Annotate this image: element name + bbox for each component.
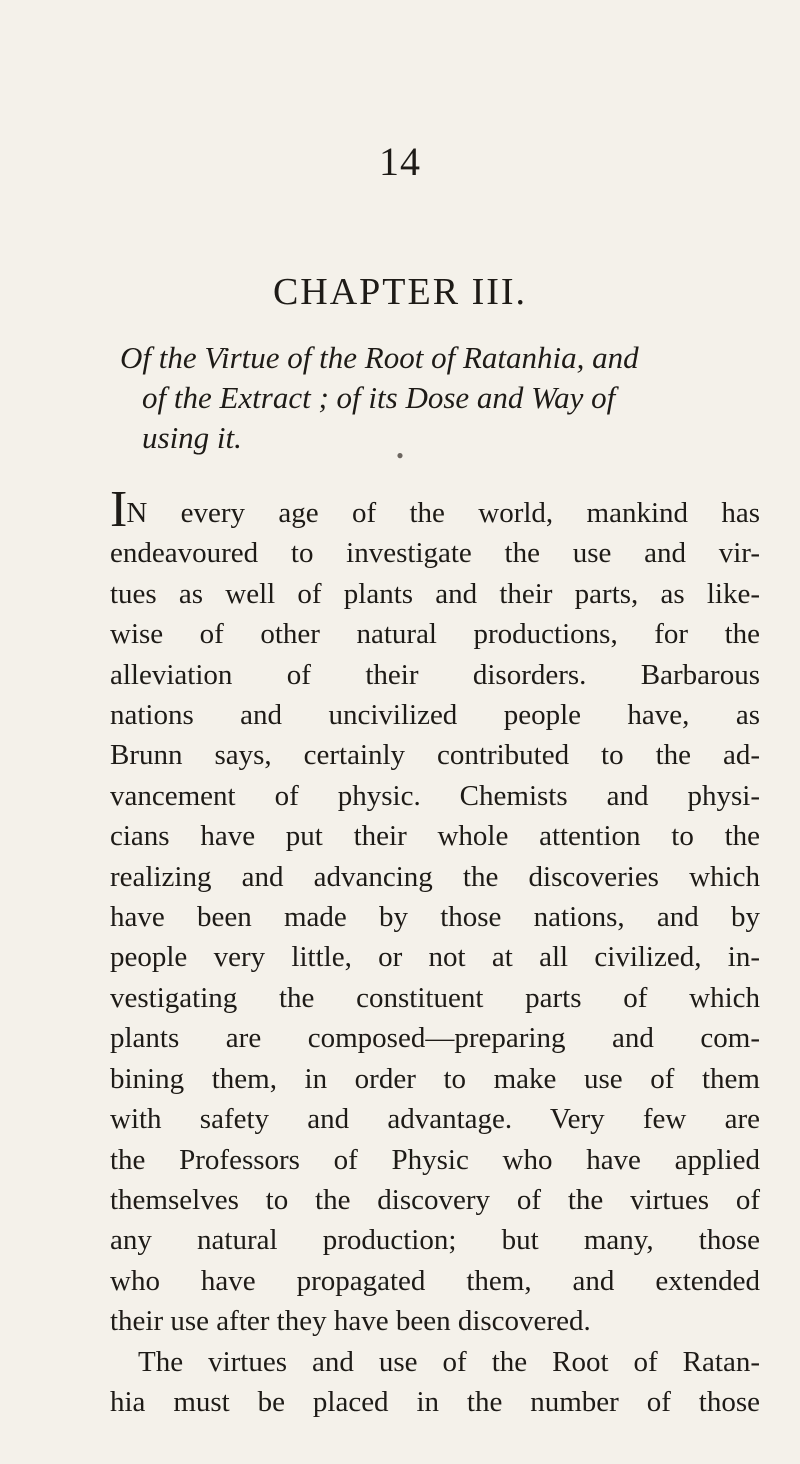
body-paragraphs [110,481,761,1422]
body-line: wise of other natural productions, for the [110,618,760,651]
body-line-text: every age of the world, mankind has [180,497,761,529]
body-line: realizing and advancing the discoveries which [110,860,760,893]
body-line: endeavoured to investigate the use and vir- [110,537,760,570]
body-line: any natural production; but many, those [110,1224,760,1257]
body-line: have been made by those nations, and by [110,901,760,934]
body-line: Brunn says, certainly contributed to the ad- [110,739,760,772]
body-line: bining them, in order to make use of them [110,1062,760,1095]
body-line: nations and uncivilized people have, as [110,699,760,732]
drop-cap: I [110,481,127,538]
body-line: the Professors of Physic who have applied [110,1143,760,1176]
body-line: with safety and advantage. Very few are [110,1103,760,1136]
body-line: their use after they have been discovered. [110,1305,591,1338]
body-line-first [110,481,761,538]
chapter-subtitle [120,338,760,458]
body-line: vestigating the constituent parts of which [110,981,760,1014]
drop-cap-rest: N [126,497,148,529]
subtitle-line: using it. [142,420,242,455]
body-line: themselves to the discovery of the virtues of [110,1183,760,1216]
body-line: The virtues and use of the Root of Ratan- [138,1345,760,1378]
body-line: people very little, or not at all civilized, in- [110,941,760,974]
subtitle-line: Of the Virtue of the Root of Ratanhia, and [120,340,639,375]
body-line: tues as well of plants and their parts, as like- [110,577,760,610]
chapter-title: CHAPTER III. [272,271,528,313]
body-line: alleviation of their disorders. Barbarous [110,658,760,691]
subtitle-line: of the Extract ; of its Dose and Way of [142,380,616,415]
ornament-dot: ● [396,448,404,462]
body-line: hia must be placed in the number of those [110,1385,760,1418]
body-line: vancement of physic. Chemists and physi- [110,779,760,812]
page-number: 14 [379,139,421,184]
body-line: who have propagated them, and extended [110,1264,760,1297]
body-line: plants are composed—preparing and com- [110,1022,760,1055]
body-line: cians have put their whole attention to the [110,820,760,853]
